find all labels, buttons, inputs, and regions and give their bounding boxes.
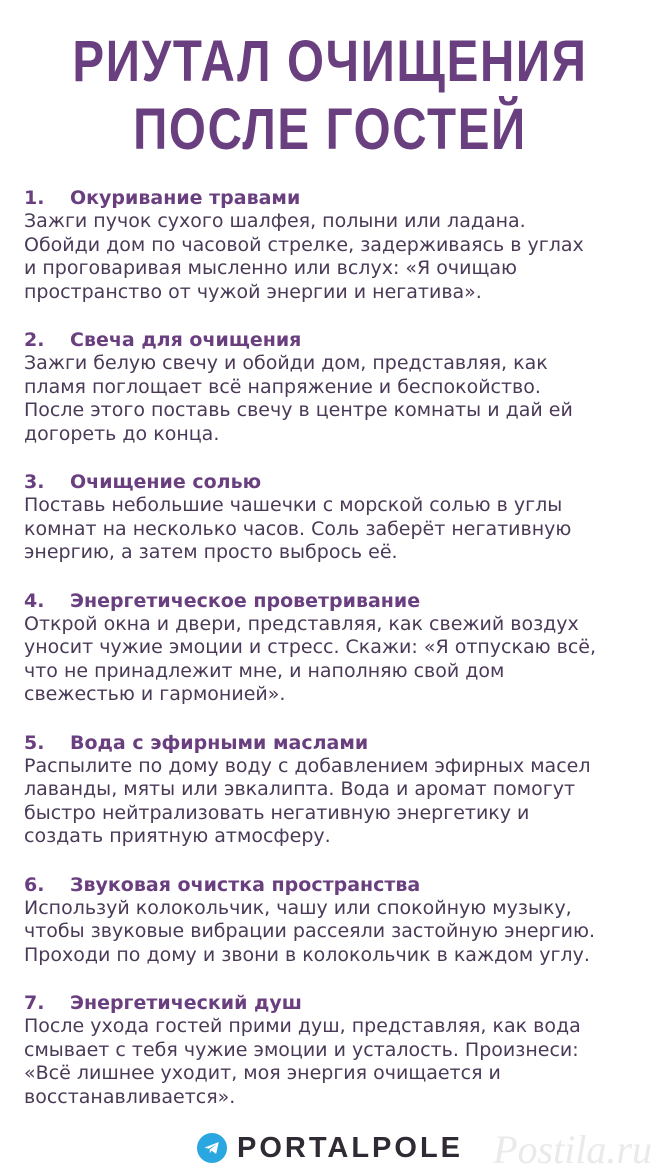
item-heading-text: Очищение солью (70, 471, 262, 493)
item-description (24, 755, 660, 849)
item-number: 2. (24, 329, 45, 351)
item-description-line: чтобы звуковые вибрации рассеяли застойную энергию. (24, 920, 596, 942)
item-description-line: «Всё лишнее уходит, моя энергия очищается и (24, 1062, 501, 1084)
title-line-2: ПОСЛЕ ГОСТЕЙ (133, 97, 527, 162)
item-number: 6. (24, 873, 45, 896)
item-heading-text: Энергетическое проветривание (70, 589, 421, 612)
item-heading (24, 991, 660, 1015)
telegram-icon[interactable] (197, 1133, 227, 1163)
item-description-line: создать приятную атмосферу. (24, 825, 331, 847)
item-description (24, 897, 660, 968)
item-description (24, 613, 660, 707)
item-number: 5. (24, 731, 45, 754)
item-description (24, 352, 660, 446)
list-item (24, 991, 660, 1109)
item-description-line: Зажги белую свечу и обойди дом, представляя, как (24, 352, 548, 374)
item-heading (24, 186, 660, 210)
item-description-line: Зажги пучок сухого шалфея, полыни или ладана. (24, 210, 526, 232)
item-description-line: После этого поставь свечу в центре комнаты и дай ей (24, 399, 573, 421)
list-item (24, 470, 660, 565)
item-description-line: пространство от чужой энергии и негатива». (24, 280, 482, 303)
item-description (24, 1015, 660, 1109)
item-description-line: Открой окна и двери, представляя, как свежий воздух (24, 612, 579, 635)
item-description-line: После ухода гостей прими душ, представляя, как вода (24, 1015, 581, 1037)
item-heading (24, 328, 660, 352)
item-description (24, 210, 660, 304)
item-number: 3. (24, 471, 45, 493)
ritual-list (24, 186, 660, 1133)
item-description-line: пламя поглощает всё напряжение и беспокойство. (24, 375, 541, 398)
page-title (59, 28, 600, 164)
item-heading (24, 873, 660, 897)
title-line-1: РИУТАЛ ОЧИЩЕНИЯ (72, 29, 588, 94)
item-heading (24, 731, 660, 755)
brand-name[interactable]: PORTALPOLE (236, 1131, 464, 1164)
item-description-line: Обойди дом по часовой стрелке, задерживаясь в углах (24, 233, 584, 256)
list-item (24, 328, 660, 446)
item-heading (24, 589, 660, 613)
item-heading-text: Звуковая очистка пространства (70, 873, 421, 896)
item-description-line: и проговаривая мысленно или вслух: «Я очищаю (24, 257, 517, 279)
item-description-line: быстро нейтрализовать негативную энергетику и (24, 801, 530, 824)
item-number: 4. (24, 589, 45, 612)
list-item (24, 873, 660, 968)
watermark: Postila.ru (493, 1127, 652, 1172)
item-heading-text: Свеча для очищения (70, 329, 302, 351)
item-description (24, 494, 660, 565)
list-item (24, 731, 660, 849)
list-item (24, 186, 660, 304)
item-number: 1. (24, 187, 45, 209)
item-description-line: свежестью и гармонией». (24, 683, 286, 705)
item-description-line: восстанавливается». (24, 1085, 236, 1108)
item-heading (24, 470, 660, 494)
item-description-line: Используй колокольчик, чашу или спокойную музыку, (24, 896, 572, 919)
item-description-line: что не принадлежит мне, и наполняю свой дом (24, 659, 505, 682)
item-description-line: комнат на несколько часов. Соль заберёт негативную (24, 517, 572, 540)
item-heading-text: Вода с эфирными маслами (70, 731, 369, 754)
list-item (24, 589, 660, 707)
item-description-line: Проходи по дому и звони в колокольчик в каждом углу. (24, 943, 590, 966)
item-description-line: смывает с тебя чужие эмоции и усталость. Произнеси: (24, 1038, 579, 1061)
item-description-line: уносит чужие эмоции и стресс. Скажи: «Я отпускаю всё, (24, 636, 597, 658)
item-description-line: энергию, а затем просто выбрось её. (24, 541, 398, 563)
item-description-line: лаванды, мяты или эвкалипта. Вода и аромат помогут (24, 778, 576, 800)
item-heading-text: Окуривание травами (70, 187, 301, 209)
item-number: 7. (24, 992, 45, 1014)
item-heading-text: Энергетический душ (70, 992, 302, 1014)
item-description-line: Поставь небольшие чашечки с морской солью в углы (24, 494, 563, 516)
item-description-line: догореть до конца. (24, 422, 220, 445)
item-description-line: Распылите по дому воду с добавлением эфирных масел (24, 754, 591, 777)
